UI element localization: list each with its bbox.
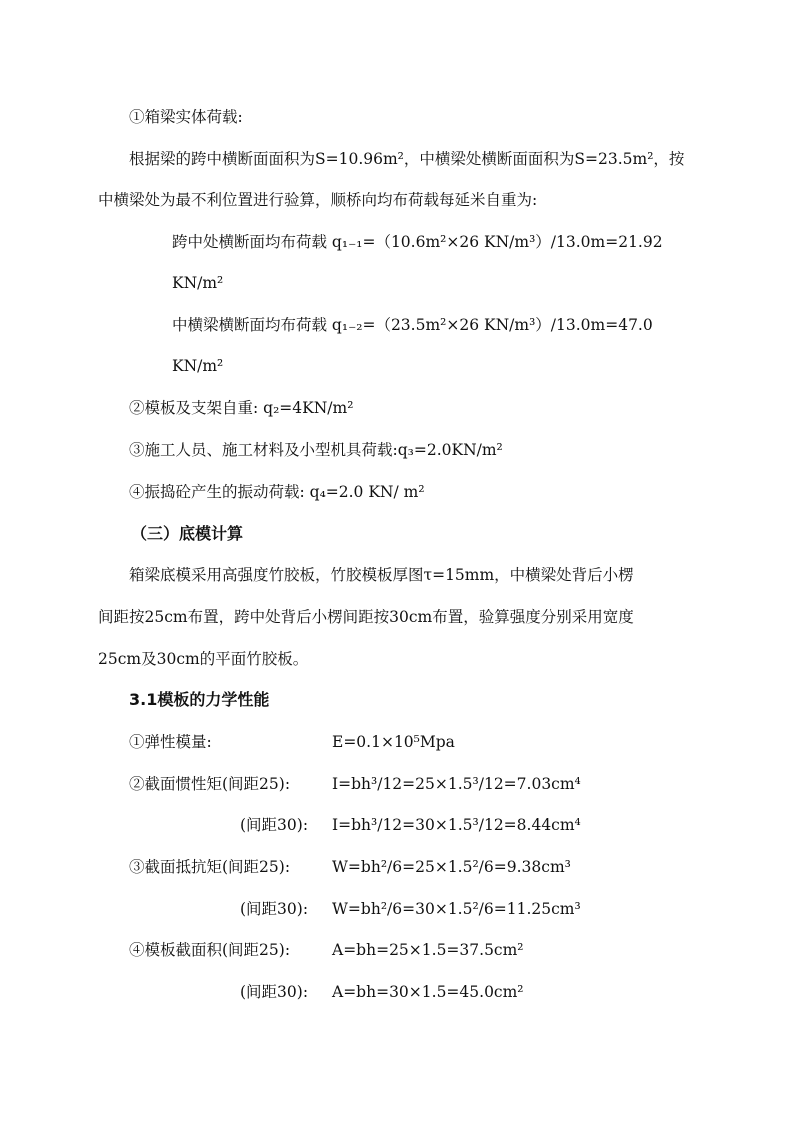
subsection-heading: 3.1模板的力学性能	[129, 690, 270, 709]
paragraph-line: 25cm及30cm的平面竹胶板。	[98, 650, 309, 668]
property-value: W=bh²/6=30×1.5²/6=11.25cm³	[332, 900, 581, 918]
property-value: E=0.1×10⁵Mpa	[332, 733, 455, 751]
section-heading: （三）底模计算	[131, 524, 244, 543]
formula-midspan-load: 跨中处横断面均布荷载 q₁₋₁=（10.6m²×26 KN/m³）/13.0m=21.92	[172, 233, 663, 251]
property-label: ④模板截面积(间距25):	[129, 941, 291, 959]
property-label: (间距30):	[240, 983, 309, 1001]
item-box-girder-load: ①箱梁实体荷载:	[129, 108, 243, 126]
paragraph-line: 中横梁处为最不利位置进行验算，顺桥向均布荷载每延米自重为:	[98, 191, 538, 209]
property-label: ②截面惯性矩(间距25):	[129, 775, 291, 793]
paragraph-line: 根据梁的跨中横断面面积为S=10.96m²，中横梁处横断面面积为S=23.5m²，按	[129, 150, 685, 168]
property-value: A=bh=25×1.5=37.5cm²	[332, 941, 524, 959]
item-formwork-weight: ②模板及支架自重: q₂=4KN/m²	[129, 399, 354, 417]
property-label: (间距30):	[240, 900, 309, 918]
formula-unit: KN/m²	[172, 274, 224, 292]
paragraph-line: 间距按25cm布置，跨中处背后小楞间距按30cm布置，验算强度分别采用宽度	[98, 608, 634, 626]
formula-crossbeam-load: 中横梁横断面均布荷载 q₁₋₂=（23.5m²×26 KN/m³）/13.0m=47.0	[172, 316, 653, 334]
property-label: ①弹性模量:	[129, 733, 212, 751]
item-vibration-load: ④振捣砼产生的振动荷载: q₄=2.0 KN/ m²	[129, 483, 425, 501]
property-value: I=bh³/12=25×1.5³/12=7.03cm⁴	[332, 775, 581, 793]
item-construction-load: ③施工人员、施工材料及小型机具荷载:q₃=2.0KN/m²	[129, 441, 503, 459]
property-label: (间距30):	[240, 816, 309, 834]
property-value: A=bh=30×1.5=45.0cm²	[332, 983, 524, 1001]
paragraph-line: 箱梁底模采用高强度竹胶板，竹胶模板厚图τ=15mm，中横梁处背后小楞	[129, 566, 634, 584]
property-label: ③截面抵抗矩(间距25):	[129, 858, 291, 876]
property-value: W=bh²/6=25×1.5²/6=9.38cm³	[332, 858, 571, 876]
formula-unit: KN/m²	[172, 357, 224, 375]
property-value: I=bh³/12=30×1.5³/12=8.44cm⁴	[332, 816, 581, 834]
